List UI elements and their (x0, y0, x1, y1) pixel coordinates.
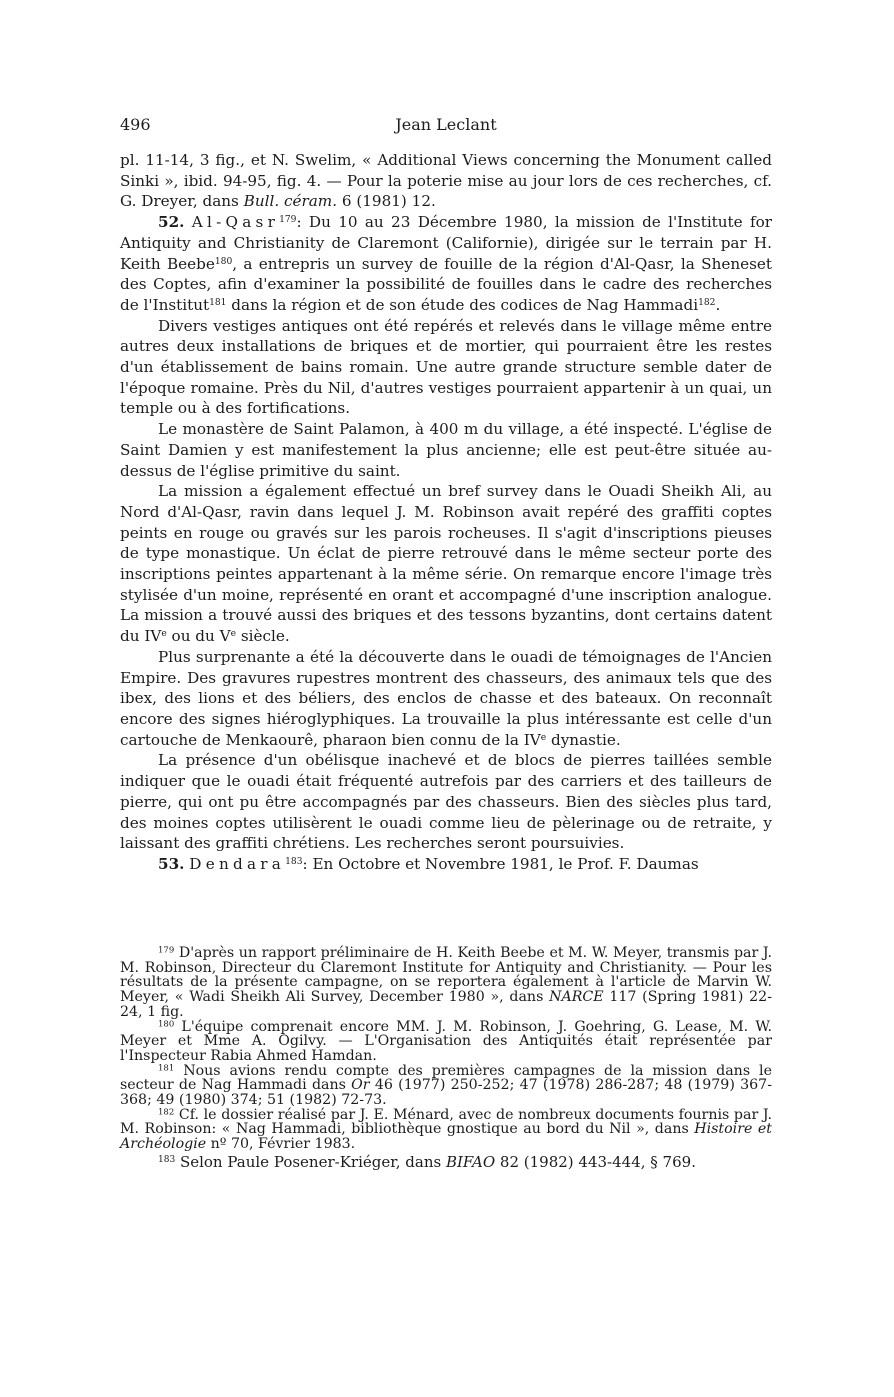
paragraph: Plus surprenante a été la découverte dans le ouadi de témoignages de l'Ancien Empire. Des gravures rupestres montrent des chasseurs, des animaux tels que des ibex, des lions et des béliers, des enclos de chasse et des bateaux. On reconnaît encore des signes hiéroglyphiques. La trouvaille la plus intéressante est celle d'un cartouche de Menkaourê, pharaon bien connu de la IVe dynastie. (120, 647, 772, 749)
footnote-number: 183 (158, 1154, 176, 1165)
footnote-number: 182 (158, 1107, 175, 1118)
main-text (120, 150, 772, 875)
footnote-number: 180 (158, 1018, 175, 1029)
footnote-ref: 183 (285, 856, 303, 867)
section-53: 53. Dendara$^{183}$: En Octobre et Novembre 1981, le Prof. F. Daumas (158, 854, 699, 873)
section-number: 53. (158, 854, 185, 873)
footnote-181: $^{181}$ Nous avions rendu compte des premières campagnes de la mission dans le secteur de Nag Hammadi dans Or 46 (1977) 250-252; 47 (1978) 286-287; 48 (1979) 367-368; 49 (1980) 374; 51 (1982) 72-73. (120, 1062, 772, 1109)
footnote-number: 179 (158, 945, 175, 956)
paragraph: Le monastère de Saint Palamon, à 400 m du village, a été inspecté. L'église de Saint Damien y est manifestement la plus ancienne; elle est peut-être située au-dessus de l'église primitive du saint. (120, 420, 772, 480)
paragraph: Divers vestiges antiques ont été repérés et relevés dans le village même entre autres deux installations de briques et de mortier, qui pourraient être les restes d'un établissement de bains romain. Une autre grande structure semble dater de l'époque romaine. Près du Nil, d'autres vestiges pourraient appartenir à un quai, un temple ou à des fortifications. (120, 316, 772, 418)
running-head-author: Jean Leclant (395, 115, 497, 134)
footnote-ref: 179 (279, 215, 297, 226)
footnote-180: $^{180}$ L'équipe comprenait encore MM. J. M. Robinson, J. Goehring, G. Lease, M. W. Meyer et Mme A. Ogilvy. — L'Organisation des Antiquités était représentée par l'Inspecteur Rabia Ahmed Hamdan. (120, 1018, 772, 1064)
site-name: Al-Qasr (191, 213, 280, 232)
page-number: 496 (120, 115, 151, 134)
footnote-179: $^{179}$ D'après un rapport préliminaire de H. Keith Beebe et M. W. Meyer, transmis par J. M. Robinson, Directeur du Claremont Institute for Antiquity and Christianity. — Pour les résultats de la présente campagne, on se reportera également à l'article de Marvin W. Meyer, « Wadi Sheikh Ali Survey, December 1980 », dans NARCE 117 (Spring 1981) 22-24, 1 fig. (120, 945, 772, 1020)
footnote-ref: 180 (214, 256, 233, 267)
footnotes (120, 946, 772, 1170)
footnote-ref: 181 (209, 297, 227, 308)
paragraph: La mission a également effectué un bref survey dans le Ouadi Sheikh Ali, au Nord d'Al-Qasr, ravin dans lequel J. M. Robinson avait repéré des graffiti coptes peints en rouge ou gravés sur les parois rocheuses. Il s'agit d'inscriptions pieuses de type monastique. Un éclat de pierre retrouvé dans le même secteur porte des inscriptions peintes appartenant à la même série. On remarque encore l'image très stylisée d'un moine, représenté en orant et accompagné d'une inscription analogue. La mission a trouvé aussi des briques et des tessons byzantins, dont certains datent du IVe ou du Ve siècle. (120, 482, 772, 646)
site-name: Dendara (189, 854, 286, 873)
footnote-number: 181 (158, 1062, 175, 1073)
running-head (120, 115, 772, 137)
section-number: 52. (158, 213, 185, 232)
footnote-182: $^{182}$ Cf. le dossier réalisé par J. E. Ménard, avec de nombreux documents fournis par J. M. Robinson: « Nag Hammadi, bibliothèque gnostique au bord du Nil », dans Histoire et Archéologie nº 70, Février 1983. (120, 1106, 772, 1153)
footnote-183: $^{183}$ Selon Paule Posener-Kriéger, dans BIFAO 82 (1982) 443-444, § 769. (158, 1152, 696, 1171)
paragraph-continued: pl. 11-14, 3 fig., et N. Swelim, « Additional Views concerning the Monument called Sinki », ibid. 94-95, fig. 4. — Pour la poterie mise au jour lors de ces recherches, cf. G. Dreyer, dans Bull. céram. 6 (1981) 12. (120, 151, 772, 211)
paragraph: La présence d'un obélisque inachevé et de blocs de pierres taillées semble indiquer que le ouadi était fréquenté autrefois par des carriers et des tailleurs de pierre, qui ont pu être accompagnés par des chasseurs. Bien des siècles plus tard, des moines coptes utilisèrent le ouadi comme lieu de pèlerinage ou de retraite, y laissant des graffiti chrétiens. Les recherches seront poursuivies. (120, 751, 772, 853)
section-52: 52. Al-Qasr$^{179}$: Du 10 au 23 Décembre 1980, la mission de l'Institute for Antiquity and Christianity de Claremont (Californie), dirigée sur le terrain par H. Keith Beebe$^{180}$, a entrepris un survey de fouille de la région d'Al-Qasr, la Sheneset des Coptes, afin d'examiner la possibilité de fouilles dans le cadre des recherches de l'Institut$^{181}$ dans la région et de son étude des codices de Nag Hammadi$^{182}$. (120, 213, 773, 314)
journal-title: Bull. céram. (243, 192, 338, 211)
footnote-ref: 182 (698, 297, 716, 308)
